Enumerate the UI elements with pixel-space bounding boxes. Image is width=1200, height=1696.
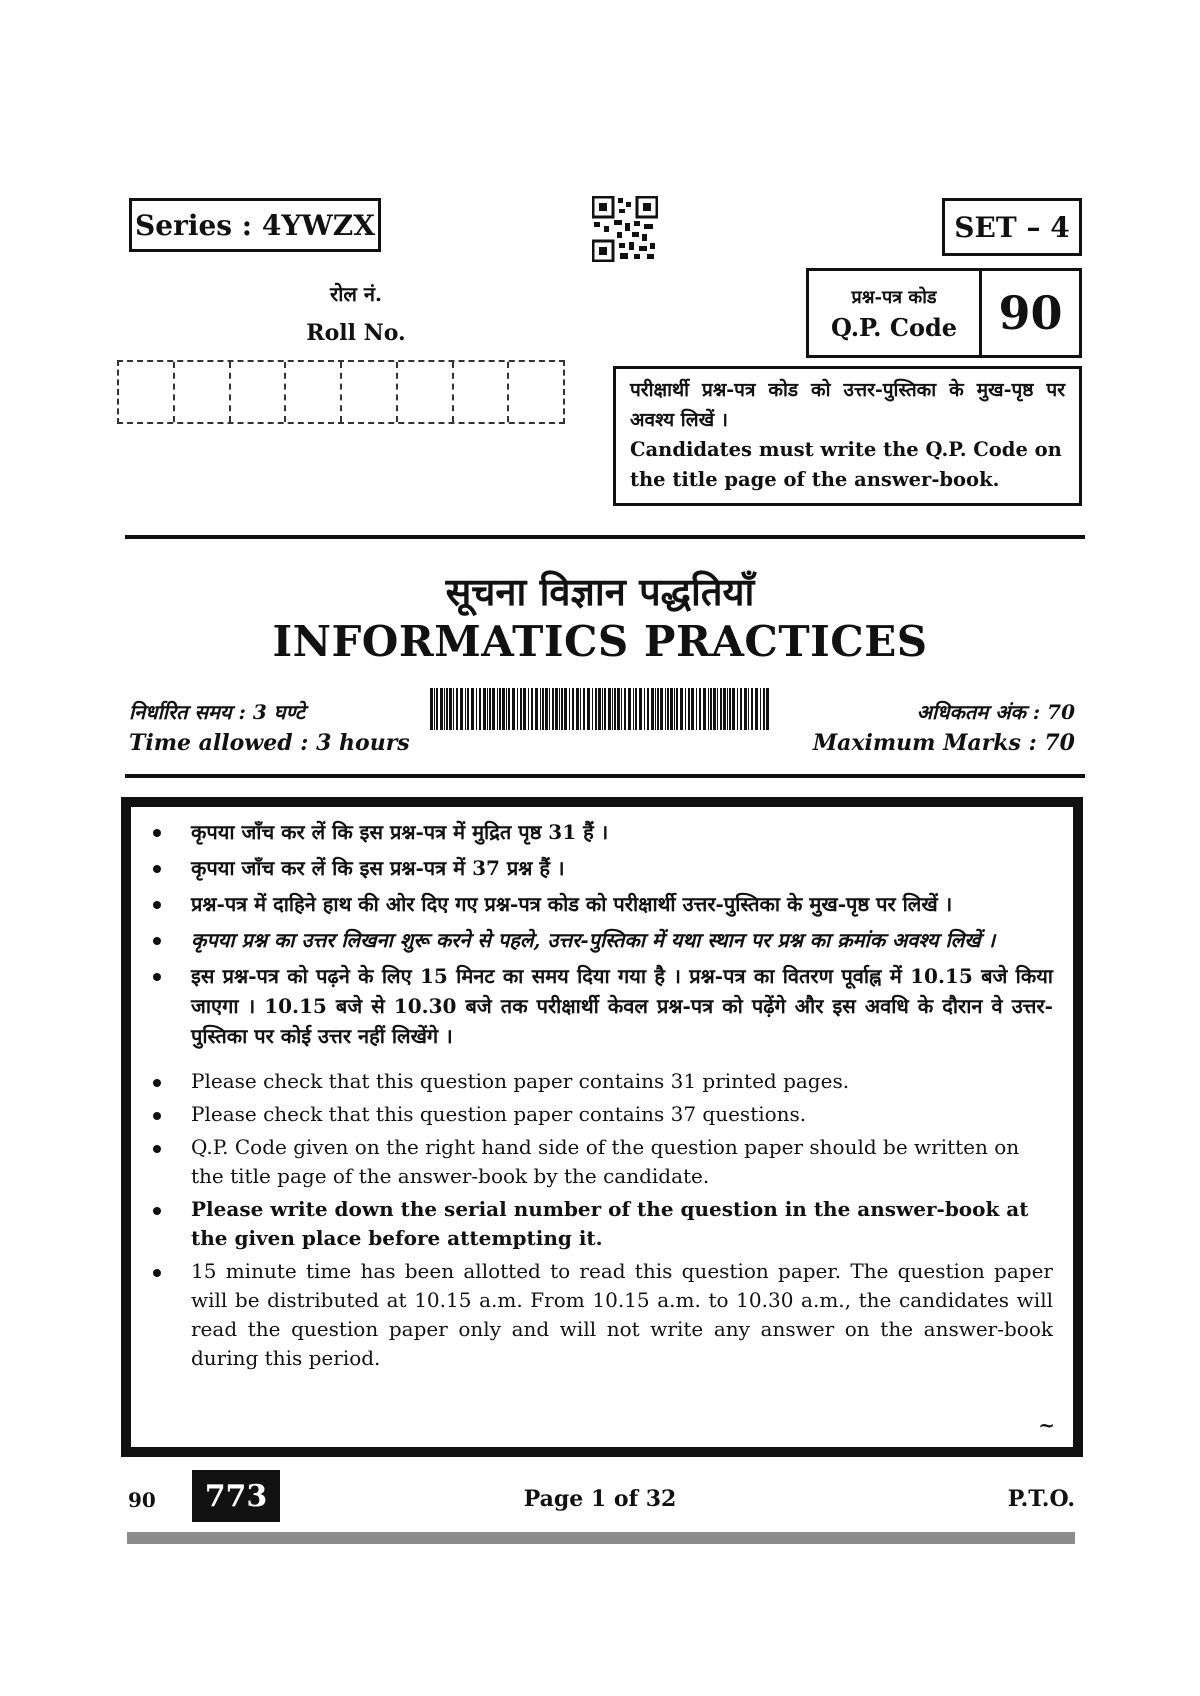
barcode-stripe bbox=[497, 688, 498, 730]
barcode-stripe bbox=[564, 688, 567, 730]
barcode-stripe bbox=[552, 688, 554, 730]
roll-digit-box[interactable] bbox=[509, 362, 563, 422]
pto-label: P.T.O. bbox=[1007, 1486, 1075, 1512]
barcode-stripe bbox=[729, 688, 731, 730]
bullet-icon bbox=[153, 1079, 161, 1087]
roll-digit-box[interactable] bbox=[175, 362, 231, 422]
roll-number-label-hindi: रोल नं. bbox=[330, 282, 382, 306]
barcode-stripe bbox=[740, 688, 742, 730]
barcode-stripe bbox=[633, 688, 634, 730]
instruction-item: कृपया जाँच कर लें कि इस प्रश्न-पत्र में मुद्रित पृष्ठ 31 हैं । bbox=[145, 817, 1053, 847]
qp-code-value: 90 bbox=[998, 286, 1063, 340]
barcode-stripe bbox=[720, 688, 722, 730]
barcode-stripe bbox=[449, 688, 452, 730]
barcode-stripe bbox=[688, 688, 690, 730]
barcode-stripe bbox=[502, 688, 505, 730]
qp-code-label bbox=[809, 271, 982, 355]
time-allowed: Time allowed : 3 hours bbox=[129, 730, 410, 756]
barcode-stripe bbox=[523, 688, 526, 730]
barcode-stripe bbox=[651, 688, 654, 730]
barcode-stripe bbox=[499, 688, 501, 730]
roll-number-label: Roll No. bbox=[306, 320, 406, 346]
roll-digit-box[interactable] bbox=[231, 362, 287, 422]
instruction-item: Please check that this question paper contains 31 printed pages. bbox=[145, 1067, 1053, 1096]
barcode-stripe bbox=[708, 688, 709, 730]
barcode-stripe bbox=[528, 688, 529, 730]
barcode-stripe bbox=[580, 688, 581, 730]
barcode-stripe bbox=[755, 688, 758, 730]
barcode-stripe bbox=[644, 688, 645, 730]
instructions-box bbox=[121, 797, 1083, 1457]
barcode-stripe bbox=[453, 688, 454, 730]
barcode-stripe bbox=[617, 688, 620, 730]
barcode-stripe bbox=[492, 688, 495, 730]
instruction-item: Q.P. Code given on the right hand side of the question paper should be written on the title page of the answer-book by the candidate. bbox=[145, 1133, 1053, 1191]
bullet-icon bbox=[153, 829, 161, 837]
barcode-stripe bbox=[660, 688, 663, 730]
barcode-stripe bbox=[696, 688, 697, 730]
footer-badge: 773 bbox=[192, 1470, 280, 1522]
barcode-stripe bbox=[476, 688, 477, 730]
instruction-item: कृपया प्रश्न का उत्तर लिखना शुरू करने से पहले, उत्तर-पुस्तिका में यथा स्थान पर प्रश्न का क्रमांक अवश्य लिखें । bbox=[145, 925, 1053, 955]
barcode-stripe bbox=[572, 688, 574, 730]
barcode-stripe bbox=[549, 688, 550, 730]
qp-code-note bbox=[613, 366, 1082, 506]
qp-code-label-hindi: प्रश्न-पत्र कोड bbox=[851, 286, 937, 308]
continuation-mark: ~ bbox=[1038, 1413, 1055, 1437]
barcode-stripe bbox=[766, 688, 769, 730]
barcode-stripe bbox=[602, 688, 603, 730]
barcode-stripe bbox=[612, 688, 613, 730]
barcode-stripe bbox=[483, 688, 486, 730]
barcode-stripe bbox=[657, 688, 659, 730]
barcode-stripe bbox=[436, 688, 438, 730]
barcode-stripe bbox=[535, 688, 538, 730]
barcode-stripe bbox=[569, 688, 570, 730]
barcode-stripe bbox=[460, 688, 463, 730]
bullet-icon bbox=[153, 865, 161, 873]
bullet-icon bbox=[153, 973, 161, 981]
bullet-icon bbox=[153, 1207, 161, 1215]
barcode-stripe bbox=[440, 688, 443, 730]
barcode-stripe bbox=[604, 688, 606, 730]
barcode-stripe bbox=[655, 688, 656, 730]
barcode-stripe bbox=[517, 688, 518, 730]
barcode-stripe bbox=[545, 688, 548, 730]
barcode-stripe bbox=[727, 688, 728, 730]
maximum-marks-hindi: अधिकतम अंक : 70 bbox=[916, 700, 1075, 724]
time-allowed-hindi: निर्धारित समय : 3 घण्टे bbox=[129, 700, 305, 724]
set-label: SET – 4 bbox=[942, 198, 1082, 256]
barcode-stripe bbox=[621, 688, 622, 730]
barcode-stripe bbox=[710, 688, 712, 730]
barcode-stripe bbox=[446, 688, 448, 730]
barcode-stripe bbox=[598, 688, 601, 730]
barcode-stripe bbox=[647, 688, 649, 730]
barcode-stripe bbox=[471, 688, 474, 730]
instructions-hindi bbox=[145, 817, 1053, 1051]
barcode-stripe bbox=[467, 688, 469, 730]
instruction-item: Please check that this question paper contains 37 questions. bbox=[145, 1100, 1053, 1129]
barcode-stripe bbox=[635, 688, 637, 730]
series-label: Series : 4YWZX bbox=[129, 198, 381, 252]
barcode-stripe bbox=[561, 688, 563, 730]
instruction-item: Please write down the serial number of the question in the answer-book at the given place before attempting it. bbox=[145, 1195, 1053, 1253]
barcode-stripe bbox=[667, 688, 669, 730]
barcode-stripe bbox=[713, 688, 716, 730]
barcode-stripe bbox=[487, 688, 488, 730]
barcode-stripe bbox=[760, 688, 761, 730]
barcode-stripe bbox=[703, 688, 706, 730]
barcode-stripe bbox=[542, 688, 544, 730]
barcode-stripe bbox=[559, 688, 560, 730]
barcode-stripe bbox=[444, 688, 445, 730]
barcode-stripe bbox=[576, 688, 579, 730]
barcode-stripe bbox=[744, 688, 747, 730]
barcode-stripe bbox=[479, 688, 481, 730]
divider bbox=[125, 774, 1085, 778]
barcode-stripe bbox=[751, 688, 753, 730]
instruction-item: कृपया जाँच कर लें कि इस प्रश्न-पत्र में 37 प्रश्न हैं । bbox=[145, 853, 1053, 883]
barcode-stripe bbox=[456, 688, 458, 730]
maximum-marks: Maximum Marks : 70 bbox=[812, 730, 1075, 756]
barcode-stripe bbox=[665, 688, 666, 730]
barcode-stripe bbox=[639, 688, 642, 730]
barcode-stripe bbox=[763, 688, 765, 730]
qp-code-note-english: Candidates must write the Q.P. Code on the title page of the answer-book. bbox=[630, 438, 1062, 491]
barcode-stripe bbox=[608, 688, 611, 730]
barcode-stripe bbox=[670, 688, 673, 730]
roll-digit-box[interactable] bbox=[286, 362, 342, 422]
barcode-stripe bbox=[555, 688, 558, 730]
barcode-stripe bbox=[465, 688, 466, 730]
barcode-stripe bbox=[587, 688, 590, 730]
barcode-stripe bbox=[685, 688, 686, 730]
barcode-stripe bbox=[489, 688, 491, 730]
instruction-item: 15 minute time has been allotted to read this question paper. The question paper will be distributed at 10.15 a.m. From 10.15 a.m. to 10.30 a.m., the candidates will read the question paper only and will not write any answer on the answer-book during this period. bbox=[145, 1257, 1053, 1373]
qp-code-label-english: Q.P. Code bbox=[830, 312, 957, 342]
barcode-stripe bbox=[531, 688, 533, 730]
barcode-icon bbox=[430, 688, 770, 730]
barcode-stripe bbox=[595, 688, 597, 730]
barcode-stripe bbox=[506, 688, 507, 730]
qp-code-box bbox=[806, 268, 1082, 358]
bullet-icon bbox=[153, 901, 161, 909]
barcode-stripe bbox=[624, 688, 626, 730]
qr-code-icon bbox=[592, 196, 658, 262]
page-number: Page 1 of 32 bbox=[523, 1486, 677, 1512]
qp-code-note-hindi: परीक्षार्थी प्रश्न-पत्र कोड को उत्तर-पुस्तिका के मुख-पृष्ठ पर अवश्य लिखें । bbox=[630, 379, 1065, 431]
barcode-stripe bbox=[699, 688, 701, 730]
subject-title: INFORMATICS PRACTICES bbox=[272, 617, 928, 666]
barcode-stripe bbox=[520, 688, 522, 730]
footer-bar bbox=[127, 1532, 1075, 1544]
barcode-stripe bbox=[691, 688, 694, 730]
barcode-stripe bbox=[674, 688, 675, 730]
barcode-stripe bbox=[717, 688, 718, 730]
bullet-icon bbox=[153, 1145, 161, 1153]
barcode-stripe bbox=[430, 688, 433, 730]
barcode-stripe bbox=[508, 688, 510, 730]
barcode-stripe bbox=[732, 688, 735, 730]
barcode-stripe bbox=[614, 688, 616, 730]
barcode-stripe bbox=[737, 688, 738, 730]
bullet-icon bbox=[153, 1112, 161, 1120]
instruction-item: प्रश्न-पत्र में दाहिने हाथ की ओर दिए गए प्रश्न-पत्र कोड को परीक्षार्थी उत्तर-पुस्तिका के मुख-पृष्ठ पर लिखें । bbox=[145, 889, 1053, 919]
footer-qp-code: 90 bbox=[128, 1488, 156, 1512]
barcode-stripe bbox=[680, 688, 683, 730]
barcode-stripe bbox=[583, 688, 585, 730]
barcode-stripe bbox=[512, 688, 515, 730]
subject-title-hindi: सूचना विज्ञान पद्धतियाँ bbox=[445, 569, 755, 614]
barcode-stripe bbox=[723, 688, 726, 730]
instructions-english bbox=[145, 1067, 1053, 1373]
barcode-stripe bbox=[628, 688, 631, 730]
bullet-icon bbox=[153, 937, 161, 945]
barcode-stripe bbox=[540, 688, 541, 730]
instruction-item: इस प्रश्न-पत्र को पढ़ने के लिए 15 मिनट का समय दिया गया है । प्रश्न-पत्र का वितरण पूर्वाह्न में 10.15 बजे किया जाएगा । 10.15 बजे से 10.30 बजे तक परीक्षार्थी केवल प्रश्न-पत्र को पढ़ेंगे और इस अवधि के दौरान वे उत्तर-पुस्तिका पर कोई उत्तर नहीं लिखेंगे । bbox=[145, 961, 1053, 1051]
roll-digit-box[interactable] bbox=[342, 362, 398, 422]
barcode-stripe bbox=[748, 688, 749, 730]
roll-digit-box[interactable] bbox=[398, 362, 454, 422]
roll-number-boxes[interactable] bbox=[117, 360, 565, 424]
roll-digit-box[interactable] bbox=[454, 362, 510, 422]
bullet-icon bbox=[153, 1269, 161, 1277]
roll-digit-box[interactable] bbox=[119, 362, 175, 422]
barcode-stripe bbox=[592, 688, 593, 730]
barcode-stripe bbox=[434, 688, 435, 730]
barcode-stripe bbox=[676, 688, 678, 730]
divider bbox=[125, 535, 1085, 539]
